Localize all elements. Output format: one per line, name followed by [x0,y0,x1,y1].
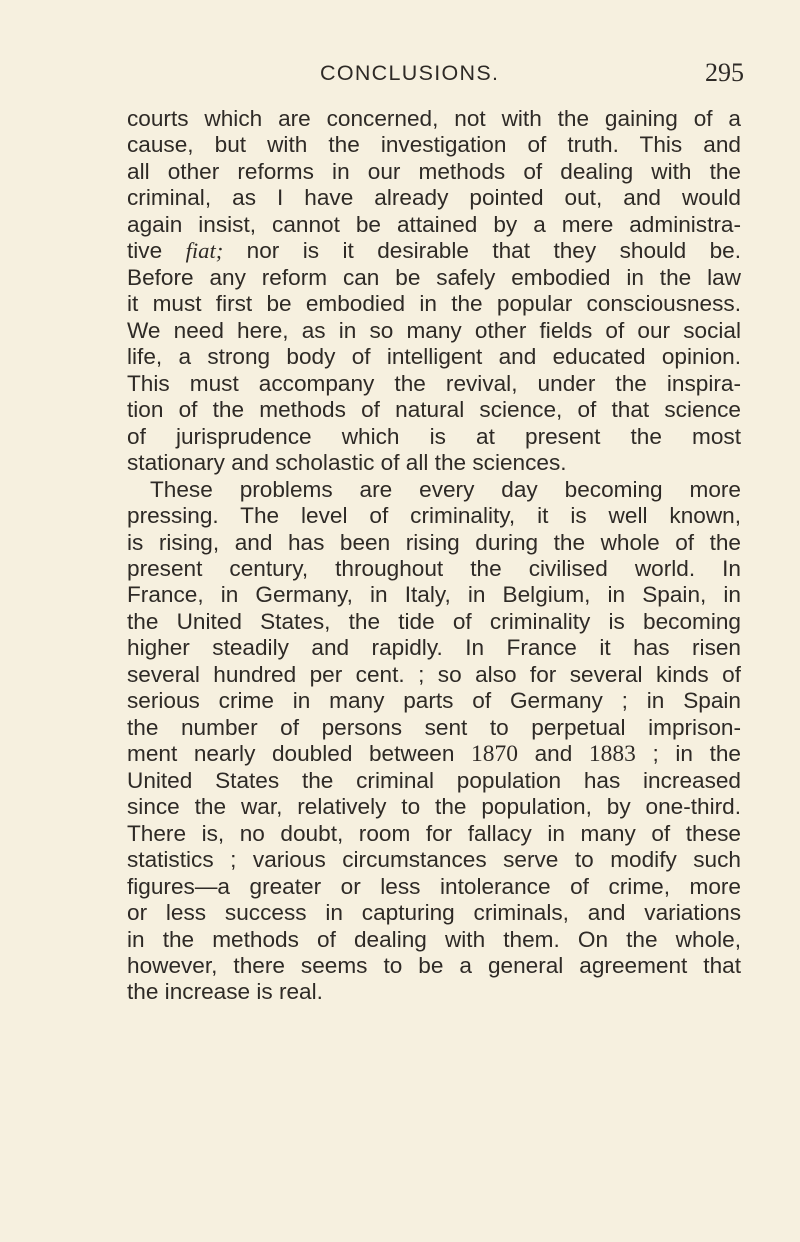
text-line: higher steadily and rapidly. In France it has risen [127,635,741,661]
text-run: ; in the [635,741,741,767]
text-line: We need here, as in so many other fields of our social [127,317,741,343]
text-line [127,238,741,264]
text-line: statistics ; various circumstances serve to modify such [127,847,741,873]
text-run: ment nearly doubled between [127,741,472,767]
text-line: figures—a greater or less intolerance of crime, more [127,873,741,899]
running-head [0,58,800,88]
text-run: tive [127,238,186,264]
page-number: 295 [705,58,744,87]
text-line: serious crime in many parts of Germany ; in Spain [127,688,741,714]
year-number: 1883 [588,741,636,768]
text-line: France, in Germany, in Italy, in Belgium, in Spain, in [127,582,741,608]
text-line: cause, but with the investigation of truth. This and [127,132,741,158]
text-line: These problems are every day becoming more [150,476,741,502]
text-line: tion of the methods of natural science, of that science [127,397,741,423]
text-line: is rising, and has been rising during the whole of the [127,529,741,555]
text-line: the United States, the tide of criminality is becoming [127,608,741,634]
text-line: it must first be embodied in the popular consciousness. [127,291,741,317]
text-line: stationary and scholastic of all the sciences. [127,450,567,476]
text-line: criminal, as I have already pointed out, and would [127,185,741,211]
text-line: again insist, cannot be attained by a mere administra- [127,211,741,237]
text-line: however, there seems to be a general agreement that [127,953,741,978]
text-line: present century, throughout the civilised world. In [127,555,741,581]
text-line [127,741,741,767]
text-line: or less success in capturing criminals, and variations [127,900,741,926]
text-line: in the methods of dealing with them. On the whole, [127,926,741,952]
text-line: United States the criminal population has increased [127,767,741,793]
text-line: courts which are concerned, not with the gaining of a [127,106,741,131]
text-line: life, a strong body of intelligent and educated opinion. [127,344,741,370]
text-line: There is, no doubt, room for fallacy in many of these [127,820,741,846]
text-line: the increase is real. [127,979,323,1005]
text-line: since the war, relatively to the population, by one-third. [127,794,741,820]
text-line: all other reforms in our methods of dealing with the [127,158,741,184]
text-line: several hundred per cent. ; so also for several kinds of [127,661,741,687]
text-line: This must accompany the revival, under the inspira- [127,370,741,396]
text-run: nor is it desirable that they should be. [223,238,741,264]
text-line: the number of persons sent to perpetual imprison- [127,714,741,740]
year-number: 1870 [471,741,519,768]
text-run: and [518,741,589,767]
body-text [127,106,741,1006]
text-line: of jurisprudence which is at present the most [127,423,741,449]
text-line: Before any reform can be safely embodied in the law [127,264,741,290]
italic-word: fiat; [185,238,224,264]
text-line: pressing. The level of criminality, it is well known, [127,503,741,529]
chapter-title: CONCLUSIONS. [320,61,500,85]
